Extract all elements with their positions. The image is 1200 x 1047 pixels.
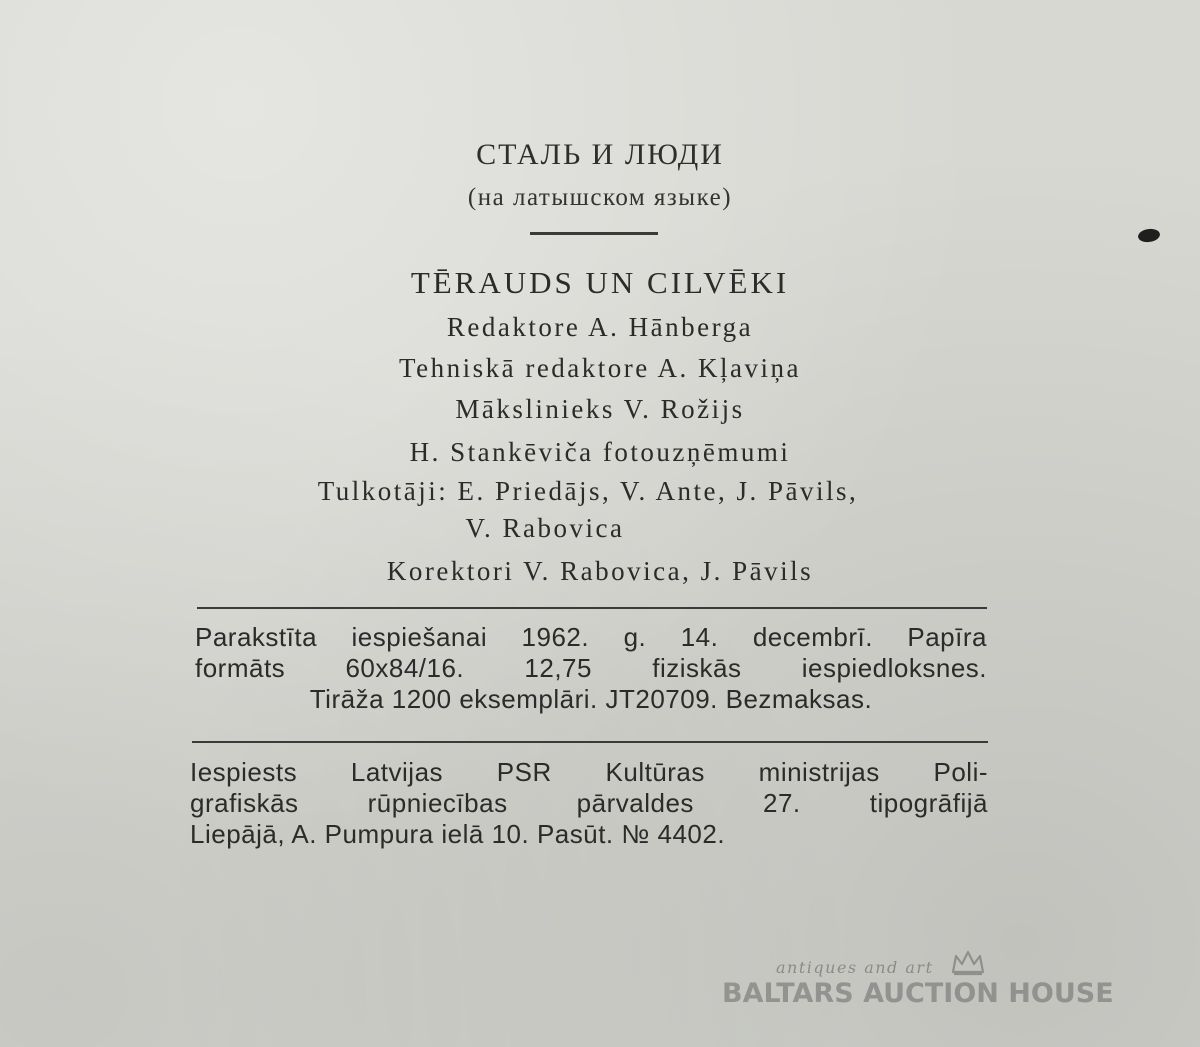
imprint-line: Tirāža 1200 eksemplāri. JT20709. Bezmaksas. — [309, 684, 873, 714]
watermark-name: BALTARS AUCTION HOUSE — [722, 978, 1114, 1009]
printer-line: Liepājā, A. Pumpura ielā 10. Pasūt. № 4402. — [190, 819, 726, 849]
crown-icon — [950, 950, 986, 980]
section-divider-bottom — [192, 741, 988, 743]
imprint-block — [195, 622, 987, 715]
printer-line: grafiskās rūpniecības pārvaldes 27. tipogrāfijā — [190, 788, 988, 818]
printer-block — [190, 757, 988, 850]
title-divider — [530, 232, 658, 235]
ink-spot — [1137, 228, 1161, 244]
credit-editor: Redaktore A. Hānberga — [446, 312, 754, 342]
printer-line: Iespiests Latvijas PSR Kultūras ministrijas Poli- — [190, 757, 988, 787]
subtitle-russian: (на латышском языке) — [467, 184, 733, 211]
credit-artist: Mākslinieks V. Rožijs — [455, 394, 745, 424]
credit-translators-continued: V. Rabovica — [465, 513, 625, 543]
section-divider-top — [197, 607, 987, 609]
auction-house-watermark — [720, 950, 1120, 1020]
credit-proofreaders: Korektori V. Rabovica, J. Pāvils — [386, 556, 814, 586]
watermark-tagline: antiques and art — [776, 958, 934, 977]
title-latvian: TĒRAUDS UN CILVĒKI — [410, 265, 790, 300]
imprint-line: Parakstīta iespiešanai 1962. g. 14. decembrī. Papīra — [195, 622, 987, 652]
credit-photographer: H. Stankēviča fotouzņēmumi — [409, 437, 791, 467]
credit-translators: Tulkotāji: E. Priedājs, V. Ante, J. Pāvils, — [317, 476, 859, 506]
title-russian: СТАЛЬ И ЛЮДИ — [476, 138, 724, 171]
credit-technical-editor: Tehniskā redaktore A. Kļaviņa — [399, 353, 801, 383]
imprint-line: formāts 60x84/16. 12,75 fiziskās iespiedloksnes. — [195, 653, 987, 683]
